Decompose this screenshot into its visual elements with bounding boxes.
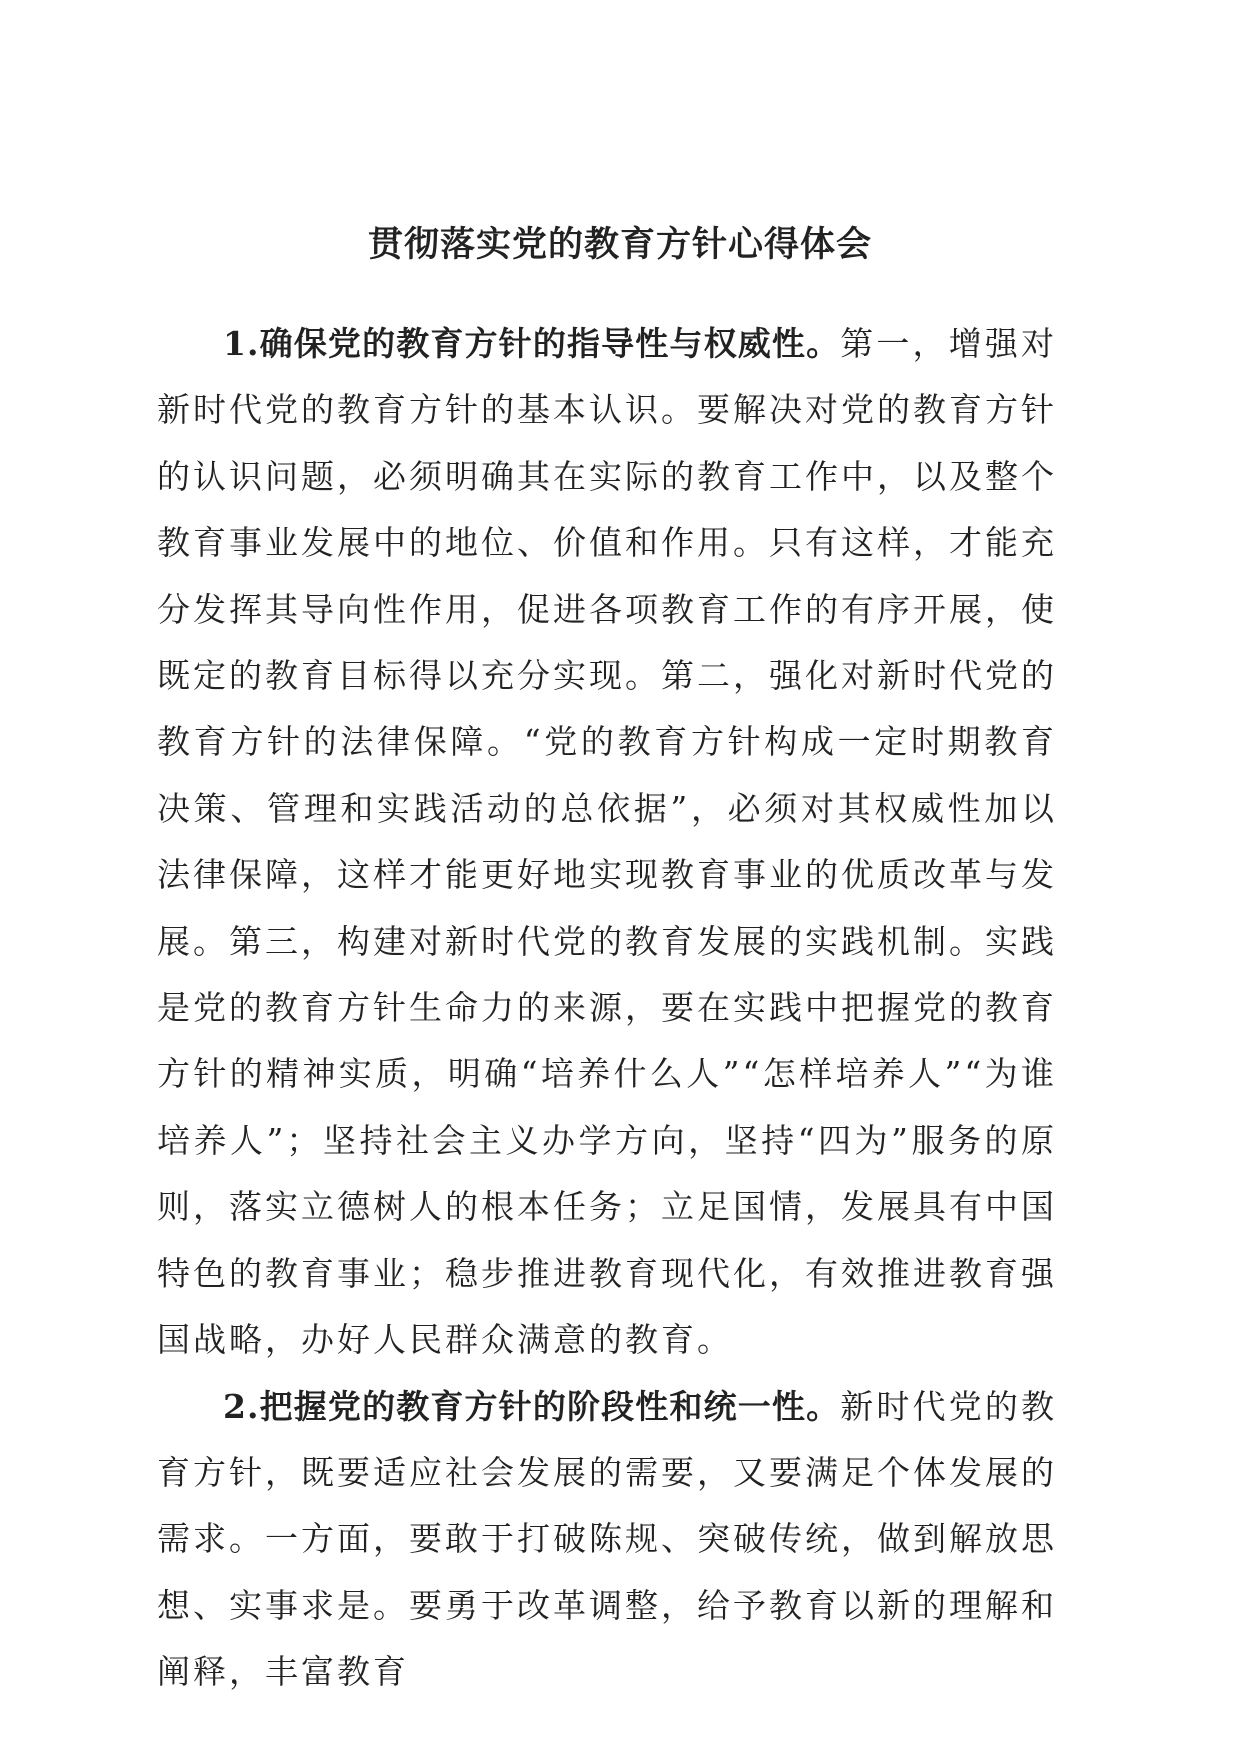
paragraph-2	[157, 1374, 1057, 1706]
document-title: 贯彻落实党的教育方针心得体会	[367, 224, 872, 265]
paragraph-1-heading: 1.确保党的教育方针的指导性与权威性。	[223, 324, 841, 363]
paragraph-2-heading: 2.把握党的教育方针的阶段性和统一性。	[223, 1386, 841, 1426]
paragraph-2-text: 新时代党的教育方针，既要适应社会发展的需要，又要满足个体发展的需求。一方面，要敢于打破陈规、突破传统，做到解放思想、实事求是。要勇于改革调整，给予教育以新的理解和阐释，丰富教育	[157, 1386, 1058, 1692]
paragraph-1-text: 第一，增强对新时代党的教育方针的基本认识。要解决对党的教育方针的认识问题，必须明确其在实际的教育工作中，以及整个教育事业发展中的地位、价值和作用。只有这样，才能充分发挥其导向性作用，促进各项教育工作的有序开展，使既定的教育目标得以充分实现。第二，强化对新时代党的教育方针的法律保障。“党的教育方针构成一定时期教育决策、管理和实践活动的总依据”，必须对其权威性加以法律保障，这样才能更好地实现教育事业的优质改革与发展。第三，构建对新时代党的教育发展的实践机制。实践是党的教育方针生命力的来源，要在实践中把握党的教育方针的精神实质，明确“培养什么人”“怎样培养人”“为谁培养人”；坚持社会主义办学方向，坚持“四为”服务的原则，落实立德树人的根本任务；立足国情，发展具有中国特色的教育事业；稳步推进教育现代化，有效推进教育强国战略，办好人民群众满意的教育。	[157, 324, 1058, 1360]
document-body	[157, 311, 1057, 1706]
paragraph-1	[157, 311, 1057, 1374]
